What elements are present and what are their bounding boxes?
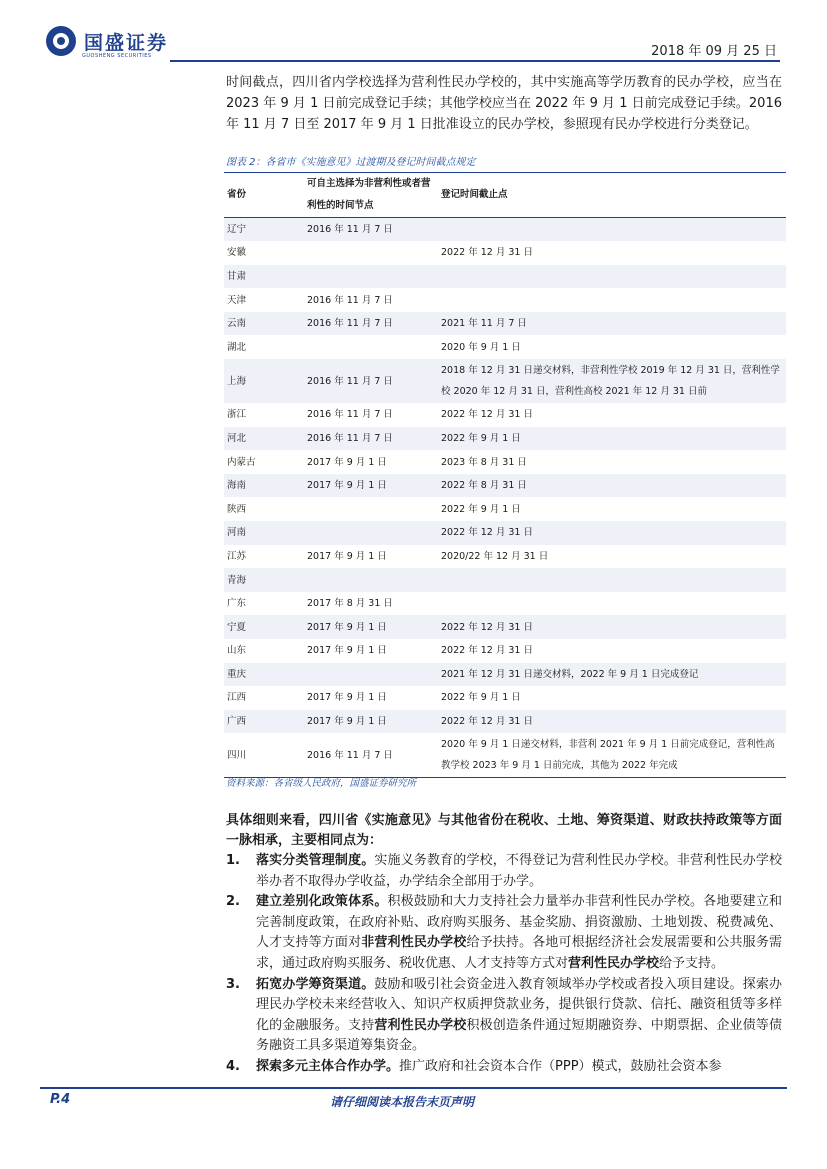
deadline-cell bbox=[438, 218, 786, 242]
point-title: 探索多元主体合作办学。 bbox=[256, 1058, 400, 1074]
choice-date-cell bbox=[304, 265, 438, 289]
point-emphasis: 非营利性民办学校 bbox=[361, 935, 467, 951]
province-cell: 山东 bbox=[227, 645, 247, 657]
deadline-cell: 2023 年 8 月 31 日 bbox=[441, 456, 527, 468]
point-text: 积极鼓励和大力支持社会力量举办非营利性民办学校。各地要建立和完善制度政策，在政府补贴、政府购买服务、基金奖励、捐资激励、土地划拨、税费减免、人才支持等方面对 bbox=[256, 894, 782, 951]
footer-disclaimer: 请仔细阅读本报告末页声明 bbox=[330, 1095, 475, 1109]
page-header bbox=[0, 0, 827, 64]
choice-date-cell: 2016 年 11 月 7 日 bbox=[307, 294, 393, 306]
province-cell: 河北 bbox=[227, 432, 247, 444]
deadline-cell: 2022 年 9 月 1 日 bbox=[441, 692, 521, 704]
list-item bbox=[226, 892, 782, 974]
choice-date-cell: 2016 年 11 月 7 日 bbox=[307, 409, 393, 421]
province-cell: 浙江 bbox=[227, 409, 247, 421]
point-title: 落实分类管理制度。 bbox=[256, 853, 375, 868]
footer-divider bbox=[40, 1087, 787, 1089]
point-emphasis: 营利性民办学校 bbox=[374, 1017, 467, 1033]
list-number: 1. bbox=[226, 853, 240, 868]
table-row bbox=[224, 427, 786, 451]
summary-heading: 具体细则来看，四川省《实施意见》与其他省份在税收、土地、筹资渠道、财政扶持政策等方面一脉相承，主要相同点为： bbox=[226, 813, 782, 848]
point-text: 给予扶持。各地可根据经济社会发展需要和公共服务需求，通过政府购买服务、税收优惠、人才支持等方式对 bbox=[256, 935, 782, 971]
point-text: 积极创造条件通过短期融资券、中期票据、企业债等债务融资工具多渠道筹集资金。 bbox=[256, 1017, 782, 1054]
header-province: 省份 bbox=[227, 189, 247, 200]
choice-date-cell: 2017 年 9 月 1 日 bbox=[307, 456, 387, 468]
choice-date-cell: 2016 年 11 月 7 日 bbox=[307, 432, 393, 444]
province-cell: 江苏 bbox=[227, 550, 247, 562]
point-text: 鼓励和吸引社会资金进入教育领域举办学校或者投入项目建设。探索办理民办学校未来经营收入、知识产权质押贷款业务，提供银行贷款、信托、融资租赁等多样化的金融服务。支持 bbox=[256, 976, 782, 1033]
table-row bbox=[224, 450, 786, 474]
list-number: 3. bbox=[226, 976, 240, 992]
table-row bbox=[224, 568, 786, 592]
deadline-cell: 2022 年 12 月 31 日 bbox=[441, 409, 533, 421]
province-cell: 甘肃 bbox=[227, 270, 247, 282]
deadline-cell: 2022 年 12 月 31 日 bbox=[441, 716, 533, 728]
deadline-cell bbox=[438, 592, 786, 616]
intro-paragraph: 时间截点，四川省内学校选择为营利性民办学校的，其中实施高等学历教育的民办学校，应当在 2023 年 9 月 1 日前完成登记手续；其他学校应当在 2022 年 9 月 1 日前完成登记手续。2016 年 11 月 7 日至 2017 年 9 月 1 日批准设立的民办学校，参照现有民办学校进行分类登记。 bbox=[226, 75, 782, 132]
table-row bbox=[224, 639, 786, 663]
province-cell: 四川 bbox=[227, 749, 247, 761]
point-text: 推广政府和社会资本合作（PPP）模式，鼓励社会资本参 bbox=[399, 1058, 722, 1074]
deadline-cell: 2020/22 年 12 月 31 日 bbox=[441, 550, 549, 562]
table-row bbox=[224, 615, 786, 639]
province-cell: 青海 bbox=[227, 574, 247, 586]
table-row bbox=[224, 335, 786, 359]
table-row bbox=[224, 403, 786, 427]
province-cell: 海南 bbox=[227, 480, 247, 492]
table-row bbox=[224, 218, 786, 242]
choice-date-cell: 2016 年 11 月 7 日 bbox=[307, 749, 393, 761]
deadline-cell: 2022 年 9 月 1 日 bbox=[441, 432, 521, 444]
header-divider bbox=[170, 60, 780, 62]
province-cell: 安徽 bbox=[227, 247, 247, 259]
province-cell: 上海 bbox=[227, 375, 247, 387]
point-title: 建立差别化政策体系。 bbox=[256, 894, 388, 910]
province-cell: 广西 bbox=[227, 716, 247, 728]
table-row bbox=[224, 241, 786, 265]
choice-date-cell bbox=[304, 335, 438, 359]
deadline-cell: 2018 年 12 月 31 日递交材料，非营利性学校 2019 年 12 月 31 日，营利性学校 2020 年 12 月 31 日，营利性高校 2021 年 12 月 31 日前 bbox=[441, 365, 780, 398]
header-choice-date: 可自主选择为非营利性或者营利性的时间节点 bbox=[307, 178, 431, 211]
header-deadline: 登记时间截止点 bbox=[441, 189, 508, 200]
choice-date-cell: 2016 年 11 月 7 日 bbox=[307, 318, 393, 330]
choice-date-cell bbox=[304, 568, 438, 592]
province-cell: 陕西 bbox=[227, 503, 247, 515]
list-item bbox=[226, 851, 782, 892]
table-row bbox=[224, 733, 786, 777]
choice-date-cell: 2016 年 11 月 7 日 bbox=[307, 375, 393, 387]
table-row bbox=[224, 592, 786, 616]
figure-title: 图表 2：各省市《实施意见》过渡期及登记时间截点规定 bbox=[226, 157, 476, 168]
province-cell: 广东 bbox=[227, 598, 247, 610]
table-row bbox=[224, 312, 786, 336]
table-row bbox=[224, 521, 786, 545]
deadline-cell bbox=[438, 288, 786, 312]
choice-date-cell: 2017 年 9 月 1 日 bbox=[307, 550, 387, 562]
choice-date-cell bbox=[304, 241, 438, 265]
table-row bbox=[224, 686, 786, 710]
point-text: 给予支持。 bbox=[659, 955, 725, 971]
transition-period-table bbox=[224, 172, 786, 778]
deadline-cell: 2022 年 12 月 31 日 bbox=[441, 645, 533, 657]
choice-date-cell bbox=[304, 663, 438, 687]
list-item bbox=[226, 1057, 782, 1078]
deadline-cell: 2021 年 11 月 7 日 bbox=[441, 318, 527, 330]
province-cell: 江西 bbox=[227, 692, 247, 704]
table-row bbox=[224, 359, 786, 403]
choice-date-cell: 2017 年 9 月 1 日 bbox=[307, 621, 387, 633]
deadline-cell: 2022 年 12 月 31 日 bbox=[441, 527, 533, 539]
choice-date-cell: 2017 年 8 月 31 日 bbox=[307, 598, 393, 610]
table-row bbox=[224, 288, 786, 312]
report-date: 2018 年 09 月 25 日 bbox=[651, 44, 777, 59]
deadline-cell: 2022 年 12 月 31 日 bbox=[441, 247, 533, 259]
province-cell: 内蒙古 bbox=[227, 456, 256, 468]
deadline-cell: 2022 年 9 月 1 日 bbox=[441, 503, 521, 515]
choice-date-cell: 2017 年 9 月 1 日 bbox=[307, 645, 387, 657]
province-cell: 重庆 bbox=[227, 668, 247, 680]
choice-date-cell bbox=[304, 497, 438, 521]
choice-date-cell: 2017 年 9 月 1 日 bbox=[307, 716, 387, 728]
list-item bbox=[226, 975, 782, 1057]
table-row bbox=[224, 265, 786, 289]
deadline-cell: 2021 年 12 月 31 日递交材料，2022 年 9 月 1 日完成登记 bbox=[441, 668, 699, 680]
company-logo bbox=[46, 26, 168, 56]
choice-date-cell: 2016 年 11 月 7 日 bbox=[307, 224, 393, 236]
logo-subtitle: GUOSHENG SECURITIES bbox=[82, 53, 152, 59]
table-row bbox=[224, 497, 786, 521]
deadline-cell bbox=[438, 265, 786, 289]
policy-points-list bbox=[226, 851, 782, 1078]
choice-date-cell bbox=[304, 521, 438, 545]
list-number: 4. bbox=[226, 1058, 240, 1074]
deadline-cell: 2020 年 9 月 1 日 bbox=[441, 341, 521, 353]
point-emphasis: 营利性民办学校 bbox=[568, 955, 660, 971]
province-cell: 天津 bbox=[227, 294, 247, 306]
province-cell: 河南 bbox=[227, 527, 247, 539]
deadline-cell: 2022 年 12 月 31 日 bbox=[441, 621, 533, 633]
logo-mark-icon bbox=[46, 26, 76, 56]
table-source: 资料来源：各省级人民政府，国盛证券研究所 bbox=[226, 778, 417, 789]
province-cell: 辽宁 bbox=[227, 224, 247, 236]
deadline-cell: 2020 年 9 月 1 日递交材料，非营利 2021 年 9 月 1 日前完成登记，营利性高教学校 2023 年 9 月 1 日前完成，其他为 2022 年完成 bbox=[441, 739, 775, 772]
table-row bbox=[224, 710, 786, 734]
page-number: P.4 bbox=[50, 1092, 71, 1107]
province-cell: 宁夏 bbox=[227, 621, 247, 633]
choice-date-cell: 2017 年 9 月 1 日 bbox=[307, 692, 387, 704]
table-row bbox=[224, 545, 786, 569]
province-cell: 湖北 bbox=[227, 341, 247, 353]
table-row bbox=[224, 474, 786, 498]
table-row bbox=[224, 663, 786, 687]
deadline-cell bbox=[438, 568, 786, 592]
table-header-row bbox=[224, 173, 786, 218]
point-title: 拓宽办学筹资渠道。 bbox=[256, 976, 375, 992]
list-number: 2. bbox=[226, 894, 240, 910]
point-text: 实施义务教育的学校，不得登记为营利性民办学校。非营利性民办学校举办者不取得办学收益，办学结余全部用于办学。 bbox=[256, 853, 782, 889]
province-cell: 云南 bbox=[227, 318, 247, 330]
deadline-cell: 2022 年 8 月 31 日 bbox=[441, 480, 527, 492]
logo-text: 国盛证券 bbox=[84, 31, 169, 54]
choice-date-cell: 2017 年 9 月 1 日 bbox=[307, 480, 387, 492]
